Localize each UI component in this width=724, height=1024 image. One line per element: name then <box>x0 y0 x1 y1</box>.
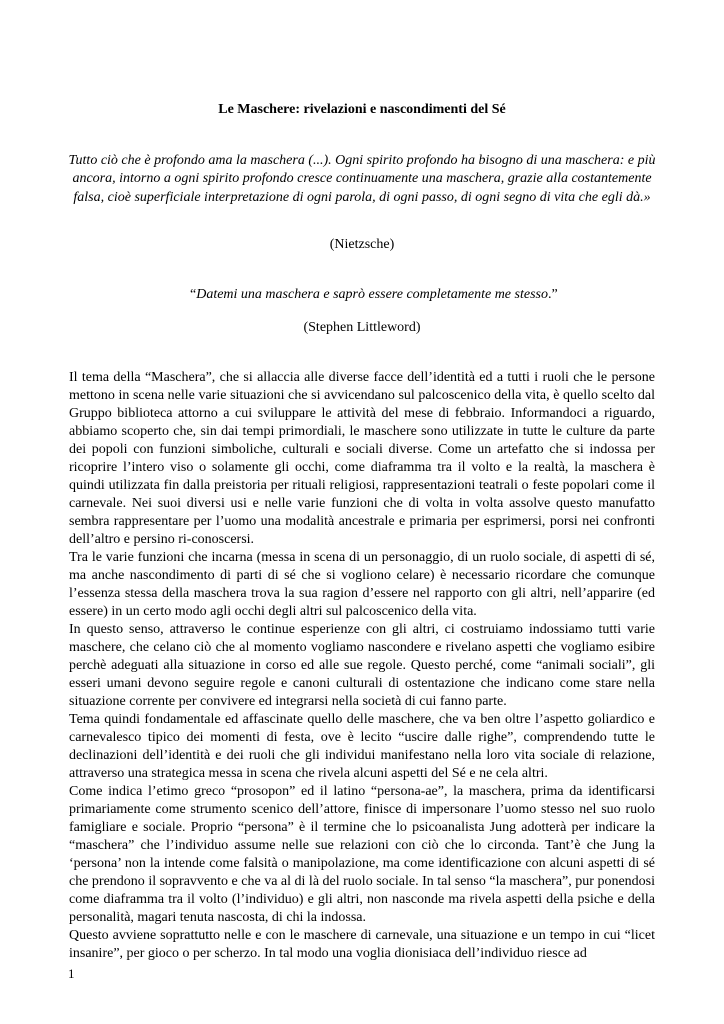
body-paragraph: Questo avviene soprattutto nelle e con le maschere di carnevale, una situazione e un tempo in cui “licet insanire”, per gioco o per scherzo. In tal modo una voglia dionisiaca dell’individuo riesce ad <box>69 928 655 961</box>
body-paragraph: Tema quindi fondamentale ed affascinate quello delle maschere, che va ben oltre l’aspetto goliardico e carnevalesco tipico dei momenti di festa, ove è lecito “uscire dalle righe”, comprendendo tutte le declinazioni dell’identità e dei ruoli che gli individui manifestano nella loro vita sociale di relazione, attraverso una strategica messa in scena che rivela alcuni aspetti del Sé e ne cela altri. <box>69 712 655 781</box>
body-paragraph: In questo senso, attraverso le continue esperienze con gli altri, ci costruiamo indossiamo tutti varie maschere, che celano ciò che al momento vogliamo nascondere e rivelano aspetti che vogliamo esibire perchè adeguati alla situazione in corso ed alle sue regole. Questo perché, come “animali sociali”, gli esseri umani devono seguire regole e canoni culturali di ostentazione che indicano come stare nella situazione corrente per convivere ed integrarsi nella società di cui fanno parte. <box>69 622 655 709</box>
littleword-open-quote: “ <box>190 287 197 302</box>
littleword-epigraph-text: Datemi una maschera e saprò essere completamente me stesso <box>196 287 548 302</box>
body-paragraph: Il tema della “Maschera”, che si allaccia alle diverse facce dell’identità ed a tutti i ruoli che le persone mettono in scena nelle varie situazioni che si avvicendano sul palcoscenico della vita, è quello scelto dal Gruppo biblioteca attorno a cui sviluppare le attività del mese di febbraio. Informandoci a riguardo, abbiamo scoperto che, sin dai tempi primordiali, le maschere sono utilizzate in tutte le culture da parte dei popoli con funzioni simboliche, culturali e sociali diverse. Come un artefatto che si indossa per ricoprire l’intero viso o solamente gli occhi, come diaframma tra il volto e la realtà, la maschera è quindi utilizzata fin dalla preistoria per rituali religiosi, rappresentazioni teatrali o feste popolari come il carnevale. Nei suoi diversi usi e nelle varie funzioni che di volta in volta assolve questo manufatto sembra rappresentare per l’uomo una modalità ancestrale e primaria per esprimersi, porsi nei confronti dell’altro e persino ri-conoscersi. <box>69 370 655 547</box>
littleword-attribution: (Stephen Littleword) <box>303 320 421 335</box>
littleword-close-quote: .” <box>547 287 558 302</box>
document-title: Le Maschere: rivelazioni e nascondimenti del Sé <box>218 102 506 117</box>
body-paragraph: Tra le varie funzioni che incarna (messa in scena di un personaggio, di un ruolo sociale, di aspetti di sé, ma anche nascondimento di parti di sé che si vogliono celare) è necessario ricordare che comunque l’essenza stessa della maschera trova la sua ragion d’essere nel rapporto con gli altri, nell’apparire (ed essere) in un certo modo agli occhi degli altri sul palcoscenico della vita. <box>69 550 655 619</box>
nietzsche-attribution: (Nietzsche) <box>329 237 395 252</box>
body-text <box>69 369 655 963</box>
body-paragraph: Come indica l’etimo greco “prosopon” ed il latino “persona-ae”, la maschera, prima da identificarsi primariamente come strumento scenico dell’attore, finisce di impersonare l’uomo stesso nel suo ruolo famigliare e sociale. Proprio “persona” è il termine che lo psicoanalista Jung adotterà per indicare la “maschera” che l’individuo assume nelle sue relazioni con ciò che lo circonda. Tant’è che Jung la ‘persona’ non la intende come falsità o manipolazione, ma come identificazione con alcuni aspetti di sé che prendono il sopravvento e che va al di là del ruolo sociale. In tal senso “la maschera”, pur ponendosi come diaframma tra il volto (l’individuo) e gli altri, non nasconde ma rivela aspetti della psiche e della personalità, magari tenuta nascosta, di chi la indossa. <box>69 784 655 925</box>
littleword-epigraph <box>190 286 610 304</box>
nietzsche-epigraph: Tutto ciò che è profondo ama la maschera (...). Ogni spirito profondo ha bisogno di una maschera: e più ancora, intorno a ogni spirito profondo cresce continuamente una maschera, grazie alla costantemente falsa, cioè superficiale interpretazione di ogni parola, di ogni passo, di ogni segno di vita che egli dà.» <box>68 153 656 205</box>
page-number: 1 <box>68 966 75 981</box>
